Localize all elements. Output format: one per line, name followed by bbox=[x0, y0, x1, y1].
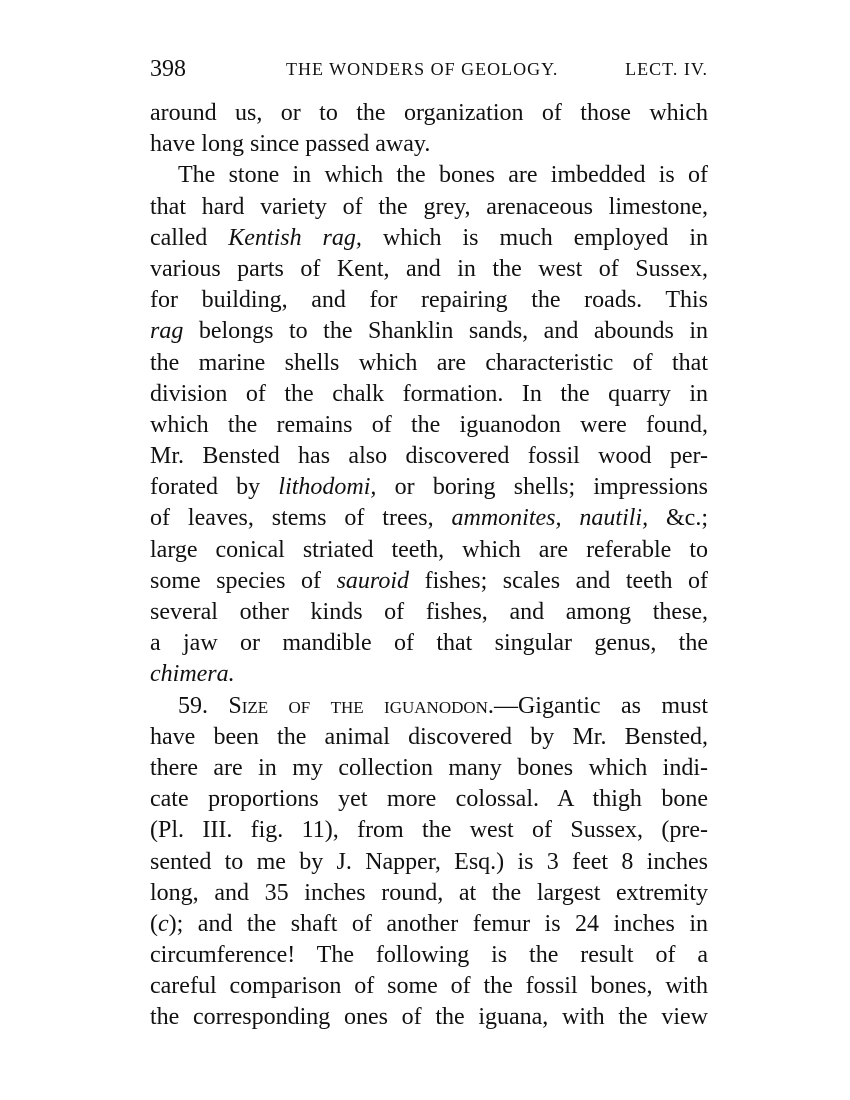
italic-term: nautili, bbox=[579, 505, 649, 532]
italic-term: lithodomi, bbox=[278, 474, 377, 501]
text-line: sented to me by J. Napper, Esq.) is 3 feet 8 inches bbox=[150, 848, 708, 875]
text-line: long, and 35 inches round, at the largest extremity bbox=[150, 879, 708, 906]
text-line: the corresponding ones of the iguana, with the view bbox=[150, 1004, 708, 1031]
text-line: division of the chalk formation. In the quarry in bbox=[150, 380, 708, 407]
lecture-label: LECT. IV. bbox=[625, 59, 708, 79]
text-line: which the remains of the iguanodon were found, bbox=[150, 411, 708, 438]
section-heading: Size of the iguanodon. bbox=[228, 692, 494, 719]
italic-term: sauroid bbox=[336, 567, 410, 594]
text-line: a jaw or mandible of that singular genus, the bbox=[150, 630, 708, 657]
running-title: THE WONDERS OF GEOLOGY. bbox=[286, 59, 559, 79]
text-line: several other kinds of fishes, and among these, bbox=[150, 599, 708, 625]
section-number: 59. bbox=[178, 692, 229, 719]
text-line: have long since passed away. bbox=[150, 131, 431, 158]
italic-term: c bbox=[158, 910, 169, 937]
text-line: careful comparison of some of the fossil bones, with bbox=[150, 973, 708, 1000]
text-line: rag belongs to the Shanklin sands, and abounds in bbox=[150, 318, 708, 345]
text-line: various parts of Kent, and in the west of Sussex, bbox=[150, 255, 708, 282]
paragraph-continued bbox=[150, 98, 708, 160]
text-line: circumference! The following is the result of a bbox=[150, 942, 708, 969]
italic-term: ammonites, bbox=[451, 505, 562, 532]
text-line: (c); and the shaft of another femur is 24 inches in bbox=[150, 910, 708, 937]
text-line: there are in my collection many bones which indi- bbox=[150, 754, 708, 781]
paragraph-section-59 bbox=[150, 691, 708, 1034]
text-line: of leaves, stems of trees, ammonites, nautili, &c.; bbox=[150, 505, 708, 532]
page-header bbox=[150, 56, 708, 86]
text-line: 59. Size of the iguanodon.—Gigantic as must bbox=[178, 692, 708, 719]
italic-term: chimera. bbox=[150, 661, 235, 688]
text-line: Mr. Bensted has also discovered fossil wood per- bbox=[150, 443, 708, 470]
text-line: (Pl. III. fig. 11), from the west of Sussex, (pre- bbox=[150, 817, 708, 844]
text-line: The stone in which the bones are imbedded is of bbox=[178, 162, 708, 189]
page-number: 398 bbox=[150, 56, 186, 82]
text-line: have been the animal discovered by Mr. Bensted, bbox=[150, 723, 708, 750]
text-line: some species of sauroid fishes; scales and teeth of bbox=[150, 567, 708, 594]
text-line: that hard variety of the grey, arenaceous limestone, bbox=[150, 193, 708, 220]
paragraph-kentish-rag bbox=[150, 160, 708, 690]
text-line: around us, or to the organization of those which bbox=[150, 100, 708, 126]
text-line bbox=[150, 659, 708, 690]
text-line: forated by lithodomi, or boring shells; impressions bbox=[150, 474, 708, 501]
body-text bbox=[150, 98, 708, 1034]
text-line: called Kentish rag, which is much employed in bbox=[150, 224, 708, 251]
text-line: for building, and for repairing the roads. This bbox=[150, 287, 708, 314]
italic-term: Kentish rag, bbox=[228, 224, 362, 251]
text-line: the marine shells which are characteristic of that bbox=[150, 349, 708, 376]
italic-term: rag bbox=[150, 318, 184, 345]
text-line: cate proportions yet more colossal. A thigh bone bbox=[150, 786, 708, 813]
text-line: large conical striated teeth, which are referable to bbox=[150, 536, 708, 563]
